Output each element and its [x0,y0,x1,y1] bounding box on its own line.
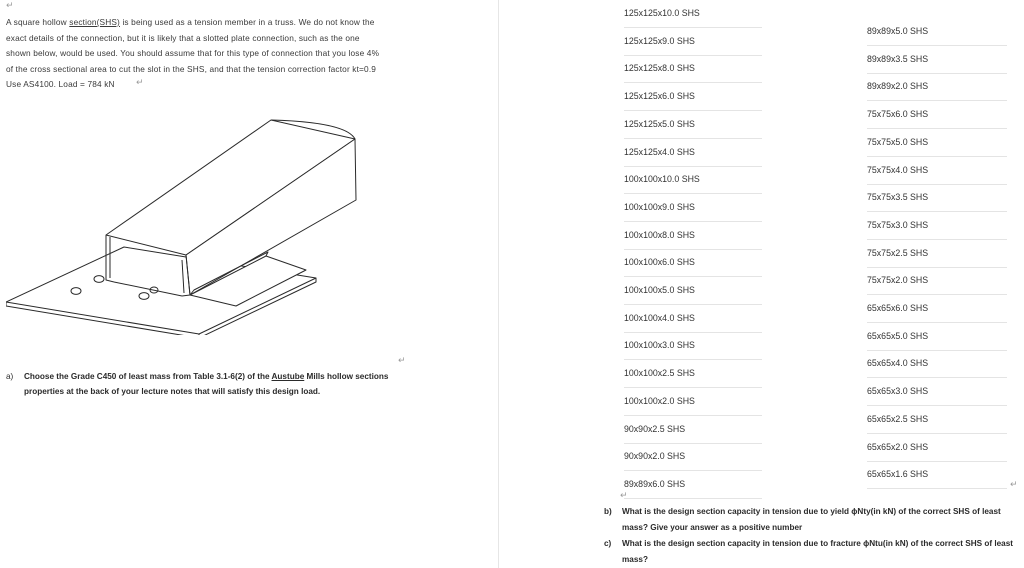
question-a-underlined-term: Austube [271,372,305,381]
intro-line-4: of the cross sectional area to cut the slot in the SHS, and that the tension correction factor kt=0.9 [6,63,377,74]
shs-section-item: 100x100x2.0 SHS [624,388,762,416]
shs-section-item: 75x75x2.5 SHS [867,240,1007,268]
question-a-text [24,369,420,399]
shs-section-item: 89x89x5.0 SHS [867,18,1007,46]
paragraph-mark: ↵ [620,490,628,500]
intro-line-3: shown below, would be used. You should assume that for this type of connection that you lose 4% [6,48,380,58]
shs-section-item: 125x125x10.0 SHS [624,0,762,28]
intro-text: A square hollow [6,17,70,27]
paragraph-mark: ↵ [398,355,406,365]
problem-statement [6,15,426,93]
shs-section-item: 125x125x9.0 SHS [624,28,762,56]
shs-section-item: 75x75x5.0 SHS [867,129,1007,157]
shs-section-item: 89x89x6.0 SHS [624,471,762,499]
slotted-plate-connection-figure [6,110,406,335]
shs-section-item: 65x65x6.0 SHS [867,295,1007,323]
shs-section-item: 65x65x3.0 SHS [867,378,1007,406]
intro-line-1 [6,15,426,31]
shs-section-item: 125x125x4.0 SHS [624,139,762,167]
shs-section-item: 65x65x5.0 SHS [867,323,1007,351]
shs-section-item: 100x100x6.0 SHS [624,249,762,277]
paragraph-mark: ↵ [136,77,144,87]
page-divider [498,0,499,568]
intro-line-5: Use AS4100. Load = 784 kN [6,79,115,89]
shs-section-item: 75x75x3.5 SHS [867,184,1007,212]
intro-text: is being used as a tension member in a truss. We do not know the [119,17,375,27]
shs-section-item: 75x75x4.0 SHS [867,157,1007,185]
shs-section-item: 100x100x8.0 SHS [624,222,762,250]
shs-section-item: 100x100x10.0 SHS [624,166,762,194]
paragraph-mark: ↵ [6,0,14,10]
shs-section-item: 89x89x2.0 SHS [867,73,1007,101]
shs-section-item: 75x75x3.0 SHS [867,212,1007,240]
shs-section-item: 65x65x2.5 SHS [867,406,1007,434]
question-b-label: b) [604,507,612,516]
intro-underlined-term: section(SHS) [69,17,120,27]
shs-section-item: 89x89x3.5 SHS [867,46,1007,74]
shs-section-item: 90x90x2.5 SHS [624,416,762,444]
shs-section-item: 65x65x1.6 SHS [867,461,1007,489]
question-b-text: What is the design section capacity in tension due to yield ϕNty(in kN) of the correct SHS of least mass? Give your answer as a positive number [622,507,1001,532]
shs-section-item: 75x75x6.0 SHS [867,101,1007,129]
question-a-label: a) [6,372,14,381]
intro-line-2: exact details of the connection, but it is likely that a slotted plate connection, such as the one [6,32,360,43]
question-a-text-part: Mills hollow sections properties at the back of your lecture notes that will satisfy this design load. [24,372,389,396]
shs-section-item: 125x125x5.0 SHS [624,111,762,139]
shs-section-item: 75x75x2.0 SHS [867,267,1007,295]
shs-section-item: 90x90x2.0 SHS [624,443,762,471]
shs-section-item: 125x125x6.0 SHS [624,83,762,111]
shs-section-item: 65x65x4.0 SHS [867,350,1007,378]
shs-section-item: 100x100x2.5 SHS [624,360,762,388]
question-c-text: What is the design section capacity in tension due to fracture ϕNtu(in kN) of the correct SHS of least mass? [622,539,1014,564]
shs-section-item: 100x100x5.0 SHS [624,277,762,305]
paragraph-mark: ↵ [1010,479,1018,489]
shs-section-item: 125x125x8.0 SHS [624,55,762,83]
shs-section-item: 100x100x9.0 SHS [624,194,762,222]
shs-section-item: 65x65x2.0 SHS [867,434,1007,462]
question-c-label: c) [604,539,612,548]
shs-section-item: 100x100x3.0 SHS [624,332,762,360]
shs-section-item: 100x100x4.0 SHS [624,305,762,333]
question-a-text-part: Choose the Grade C450 of least mass from Table 3.1-6(2) of the [24,372,272,381]
